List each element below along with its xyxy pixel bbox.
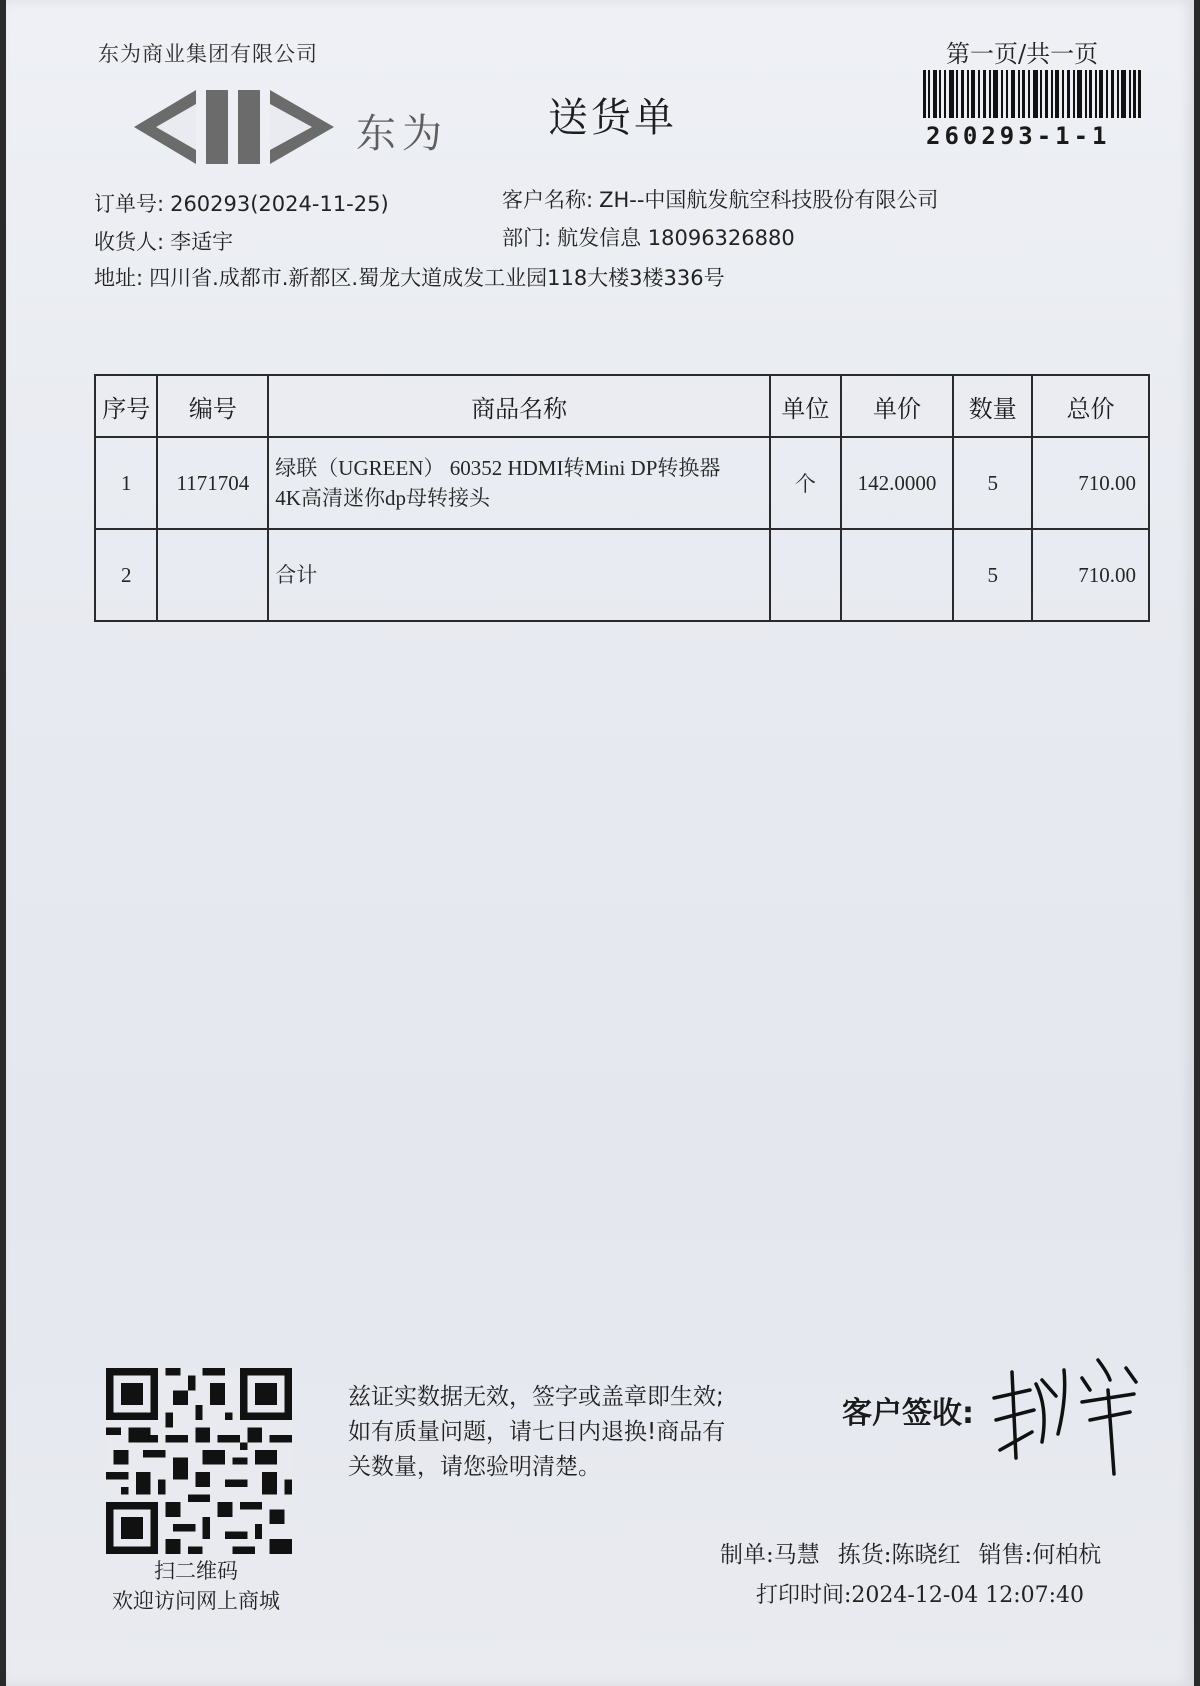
cell-unit: 个	[770, 437, 841, 529]
cell-qty: 5	[953, 437, 1032, 529]
cell-price	[841, 529, 954, 621]
print-time: 打印时间:2024-12-04 12:07:40	[756, 1583, 1085, 1608]
staff-line	[720, 1536, 1119, 1569]
col-header-seq: 序号	[95, 375, 157, 437]
notice-line3: 关数量，请您验明清楚。	[348, 1454, 601, 1480]
cell-name	[268, 529, 770, 621]
document-title: 送货单	[548, 95, 677, 141]
cell-name-line2: 4K高清迷你dp母转接头	[275, 486, 490, 510]
cell-name	[268, 437, 770, 529]
customer-label: 客户名称:	[502, 188, 594, 212]
page-info: 第一页/共一页	[946, 40, 1099, 68]
notice-text	[348, 1380, 788, 1485]
logo-text: 东为	[356, 111, 448, 157]
qr-caption-line2: 欢迎访问网上商城	[112, 1589, 280, 1613]
order-label: 订单号:	[94, 192, 165, 216]
cell-seq: 1	[95, 437, 157, 529]
cell-name-line1: 合计	[275, 562, 318, 587]
cell-price: 142.0000	[841, 437, 954, 529]
col-header-price: 单价	[841, 375, 954, 437]
dept-label: 部门:	[502, 226, 552, 250]
col-header-qty: 数量	[953, 375, 1032, 437]
order-value: 260293(2024-11-25)	[170, 192, 389, 216]
goods-table	[94, 374, 1150, 622]
notice-line1: 兹证实数据无效，签字或盖章即生效;	[348, 1384, 724, 1410]
delivery-note-paper	[6, 0, 1194, 1686]
order-number	[94, 188, 389, 218]
cell-code: 1171704	[157, 437, 268, 529]
address	[94, 262, 725, 292]
cell-qty: 5	[953, 529, 1032, 621]
cell-seq: 2	[95, 529, 157, 621]
cell-name-line1: 绿联（UGREEN） 60352 HDMI转Mini DP转换器	[275, 455, 721, 480]
cell-unit	[770, 529, 841, 621]
dept-value: 航发信息 18096326880	[557, 226, 795, 250]
department	[502, 222, 795, 252]
barcode	[923, 70, 1141, 118]
receiver-label: 收货人:	[94, 230, 165, 254]
notice-line2: 如有质量问题，请七日内退换!商品有	[348, 1419, 726, 1445]
picker: 拣货:陈晓红	[837, 1542, 961, 1568]
address-value: 四川省.成都市.新都区.蜀龙大道成发工业园118大楼3楼336号	[149, 266, 725, 290]
col-header-code: 编号	[157, 375, 268, 437]
cell-total: 710.00	[1032, 437, 1149, 529]
handwritten-signature	[986, 1350, 1146, 1480]
company-name: 东为商业集团有限公司	[98, 42, 318, 66]
receiver-value: 李适宇	[170, 230, 234, 254]
customer-value: ZH--中国航发航空科技股份有限公司	[599, 188, 939, 212]
cell-code	[157, 529, 268, 621]
col-header-unit: 单位	[770, 375, 841, 437]
table-row	[95, 529, 1149, 621]
cell-total: 710.00	[1032, 529, 1149, 621]
maker: 制单:马慧	[720, 1542, 820, 1568]
col-header-name: 商品名称	[268, 375, 770, 437]
qr-caption	[96, 1556, 296, 1616]
sales: 销售:何柏杭	[978, 1542, 1102, 1568]
table-row	[95, 437, 1149, 529]
qr-caption-line1: 扫二维码	[154, 1559, 238, 1583]
address-label: 地址:	[94, 266, 144, 290]
customer-name	[502, 184, 938, 214]
receiver	[94, 226, 233, 256]
company-logo-icon	[134, 82, 334, 172]
col-header-total: 总价	[1032, 375, 1149, 437]
barcode-number: 260293-1-1	[926, 122, 1111, 150]
customer-sign-label: 客户签收:	[842, 1396, 974, 1431]
qr-code-icon	[106, 1368, 292, 1554]
table-header-row	[95, 375, 1149, 437]
